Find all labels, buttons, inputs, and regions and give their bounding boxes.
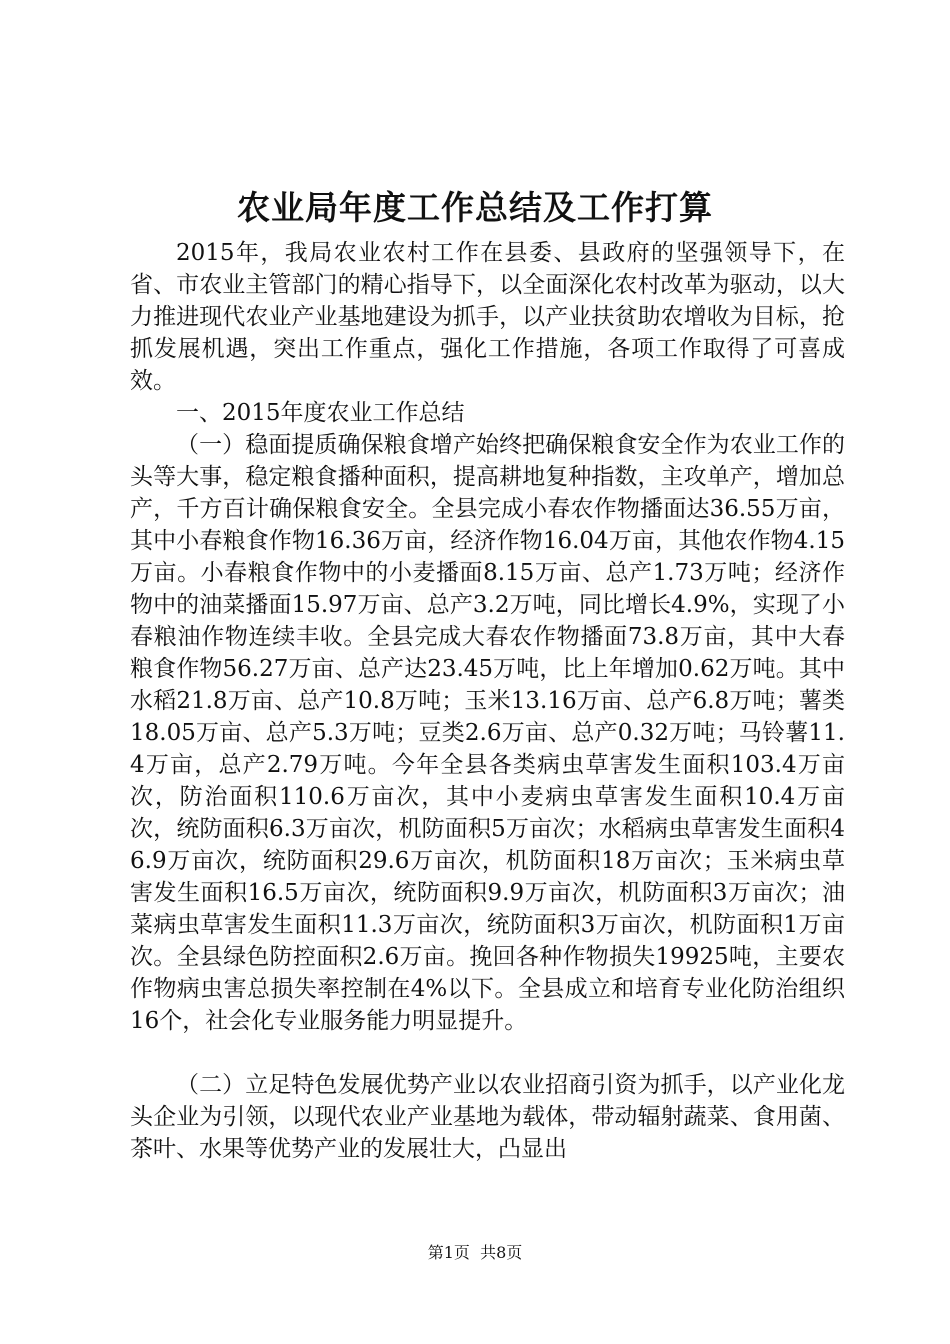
page-footer: [0, 1242, 950, 1264]
document-body: [130, 237, 845, 1165]
section-heading: 一、2015年度农业工作总结: [176, 400, 465, 426]
document-title: 农业局年度工作总结及工作打算: [237, 188, 713, 227]
page-number: 第1页: [427, 1243, 470, 1262]
section-2-paragraph: （二）立足特色发展优势产业以农业招商引资为抓手，以产业化龙头企业为引领，以现代农业产业基地为载体，带动辐射蔬菜、食用菌、茶叶、水果等优势产业的发展壮大，凸显出: [130, 1072, 845, 1162]
intro-paragraph: 2015年，我局农业农村工作在县委、县政府的坚强领导下，在省、市农业主管部门的精心指导下，以全面深化农村改革为驱动，以大力推进现代农业产业基地建设为抓手，以产业扶贫助农增收为目标，抢抓发展机遇，突出工作重点，强化工作措施，各项工作取得了可喜成效。: [130, 240, 845, 394]
section-1-paragraph: （一）稳面提质确保粮食增产始终把确保粮食安全作为农业工作的头等大事，稳定粮食播种面积，提高耕地复种指数，主攻单产，增加总产，千方百计确保粮食安全。全县完成小春农作物播面达36.55万亩，其中小春粮食作物16.36万亩，经济作物16.04万亩，其他农作物4.15万亩。小春粮食作物中的小麦播面8.15万亩、总产1.73万吨；经济作物中的油菜播面15.97万亩、总产3.2万吨，同比增长4.9%，实现了小春粮油作物连续丰收。全县完成大春农作物播面73.8万亩，其中大春粮食作物56.27万亩、总产达23.45万吨，比上年增加0.62万吨。其中水稻21.8万亩、总产10.8万吨；玉米13.16万亩、总产6.8万吨；薯类18.05万亩、总产5.3万吨；豆类2.6万亩、总产0.32万吨；马铃薯11.4万亩，总产2.79万吨。今年全县各类病虫草害发生面积103.4万亩次，防治面积110.6万亩次，其中小麦病虫草害发生面积10.4万亩次，统防面积6.3万亩次，机防面积5万亩次；水稻病虫草害发生面积46.9万亩次，统防面积29.6万亩次，机防面积18万亩次；玉米病虫草害发生面积16.5万亩次，统防面积9.9万亩次，机防面积3万亩次；油菜病虫草害发生面积11.3万亩次，统防面积3万亩次，机防面积1万亩次。全县绿色防控面积2.6万亩。挽回各种作物损失19925吨，主要农作物病虫害总损失率控制在4%以下。全县成立和培育专业化防治组织16个，社会化专业服务能力明显提升。: [130, 432, 845, 1034]
page-total: 共8页: [480, 1243, 523, 1262]
